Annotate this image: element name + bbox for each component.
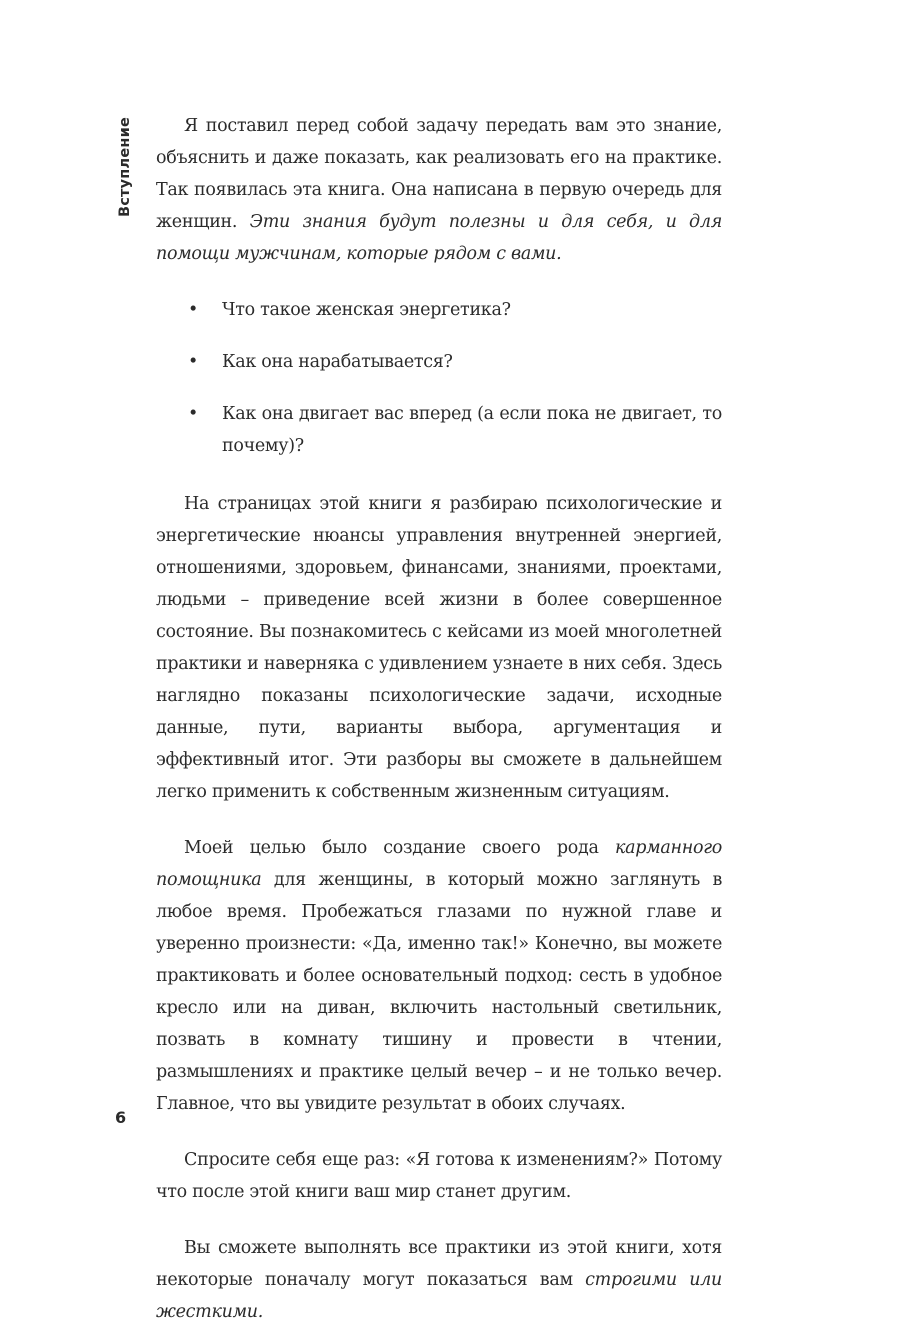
bullet-marker: • bbox=[188, 352, 199, 372]
question-list bbox=[156, 294, 722, 462]
list-item bbox=[156, 398, 722, 462]
paragraph-intro-text: Я поставил перед собой задачу передать вам это знание, объяснить и даже показать, как реализовать его на практике. Так появилась эта книга. Она написана в первую очередь для женщин. bbox=[156, 116, 722, 232]
page-body bbox=[156, 110, 722, 1328]
paragraph-goal-italic: карманного помощника bbox=[156, 838, 722, 890]
paragraph-practices bbox=[156, 1232, 722, 1328]
list-item bbox=[156, 346, 722, 378]
paragraph-intro bbox=[156, 110, 722, 270]
list-item-text: Как она двигает вас вперед (а если пока не двигает, то почему)? bbox=[222, 404, 722, 456]
paragraph-intro-italic: Эти знания будут полезны и для себя, и для помощи мужчинам, которые рядом с вами. bbox=[156, 212, 722, 264]
running-header bbox=[112, 117, 138, 217]
bullet-marker: • bbox=[188, 404, 199, 424]
paragraph-practices-before: Вы сможете выполнять все практики из этой книги, хотя некоторые поначалу могут показаться вам bbox=[156, 1238, 722, 1290]
list-item-text: Как она нарабатывается? bbox=[222, 352, 453, 372]
paragraph-question: Спросите себя еще раз: «Я готова к изменениям?» Потому что после этой книги ваш мир станет другим. bbox=[156, 1150, 722, 1202]
page-number: 6 bbox=[115, 1108, 127, 1127]
bullet-marker: • bbox=[188, 300, 199, 320]
paragraph-content: На страницах этой книги я разбираю психологические и энергетические нюансы управления внутренней энергией, отношениями, здоровьем, финансами, знаниями, проектами, людьми – приведение всей жизни в более совершенное состояние. Вы познакомитесь с кейсами из моей многолетней практики и наверняка с удивлением узнаете в них себя. Здесь наглядно показаны психологические задачи, исходные данные, пути, варианты выбора, аргументация и эффективный итог. Эти разборы вы сможете в дальнейшем легко применить к собственным жизненным ситуациям. bbox=[156, 494, 722, 802]
paragraph-goal bbox=[156, 832, 722, 1120]
running-header-text: Вступление bbox=[117, 117, 133, 217]
list-item bbox=[156, 294, 722, 326]
paragraph-goal-after: для женщины, в который можно заглянуть в любое время. Пробежаться глазами по нужной главе и уверенно произнести: «Да, именно так!» Конечно, вы можете практиковать и более основательный подход: сесть в удобное кресло или на диван, включить настольный светильник, позвать в комнату тишину и провести в чтении, размышлениях и практике целый вечер – и не только вечер. Главное, что вы увидите результат в обоих случаях. bbox=[156, 870, 722, 1114]
paragraph-goal-before: Моей целью было создание своего рода bbox=[184, 838, 615, 858]
list-item-text: Что такое женская энергетика? bbox=[222, 300, 511, 320]
paragraph-practices-italic: строгими или жесткими. bbox=[156, 1270, 722, 1322]
